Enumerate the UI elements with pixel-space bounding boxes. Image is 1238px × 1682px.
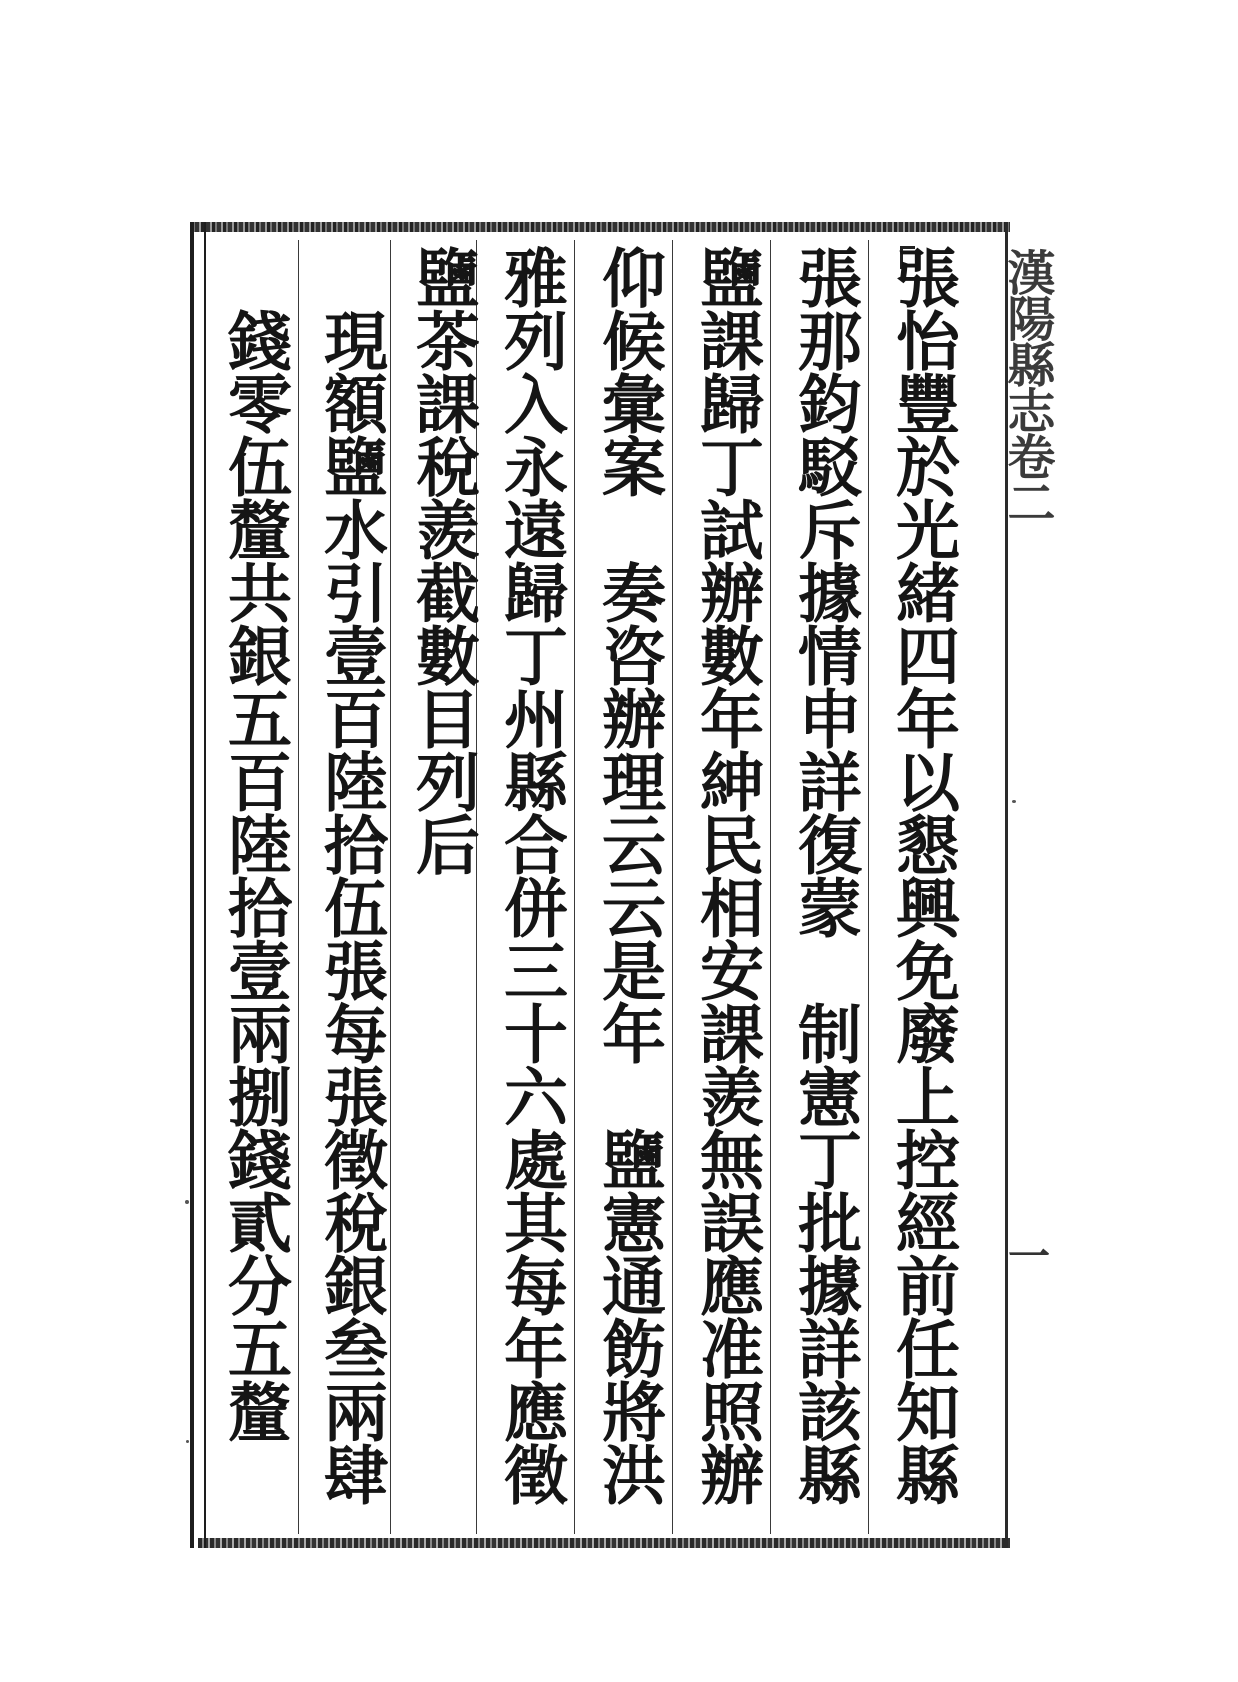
margin-title: 漢陽縣志卷二 (999, 248, 1055, 524)
text-column-2: 張那鈞駁斥據情申詳復蒙 制憲丁批據詳該縣 (787, 245, 862, 1505)
text-column-7: 現額鹽水引壹百陸拾伍張每張徵稅銀叁兩肆 (313, 245, 388, 1505)
text-column-1: 張怡豐於光緒四年以懇興免廢上控經前任知縣 (885, 245, 960, 1505)
frame-bottom-border (198, 1538, 1010, 1548)
text-column-6: 鹽茶課稅羨截數目列后 (405, 245, 480, 875)
frame-top-border (190, 222, 1010, 232)
margin-page-number: 一 (1002, 1234, 1051, 1276)
text-column-5: 雅列入永遠歸丁州縣合併三十六處其每年應徵 (493, 245, 568, 1505)
scan-speck (1012, 800, 1016, 803)
frame-left-border (190, 222, 206, 1548)
text-column-3: 鹽課歸丁試辦數年紳民相安課羨無誤應准照辦 (689, 245, 764, 1505)
text-column-4: 仰候彙案 奏咨辦理云云是年 鹽憲通飭將洪 (591, 245, 666, 1505)
scan-speck (186, 1440, 189, 1443)
text-column-8: 錢零伍釐共銀五百陸拾壹兩捌錢貳分五釐 (217, 245, 292, 1442)
scan-speck (185, 1200, 189, 1204)
